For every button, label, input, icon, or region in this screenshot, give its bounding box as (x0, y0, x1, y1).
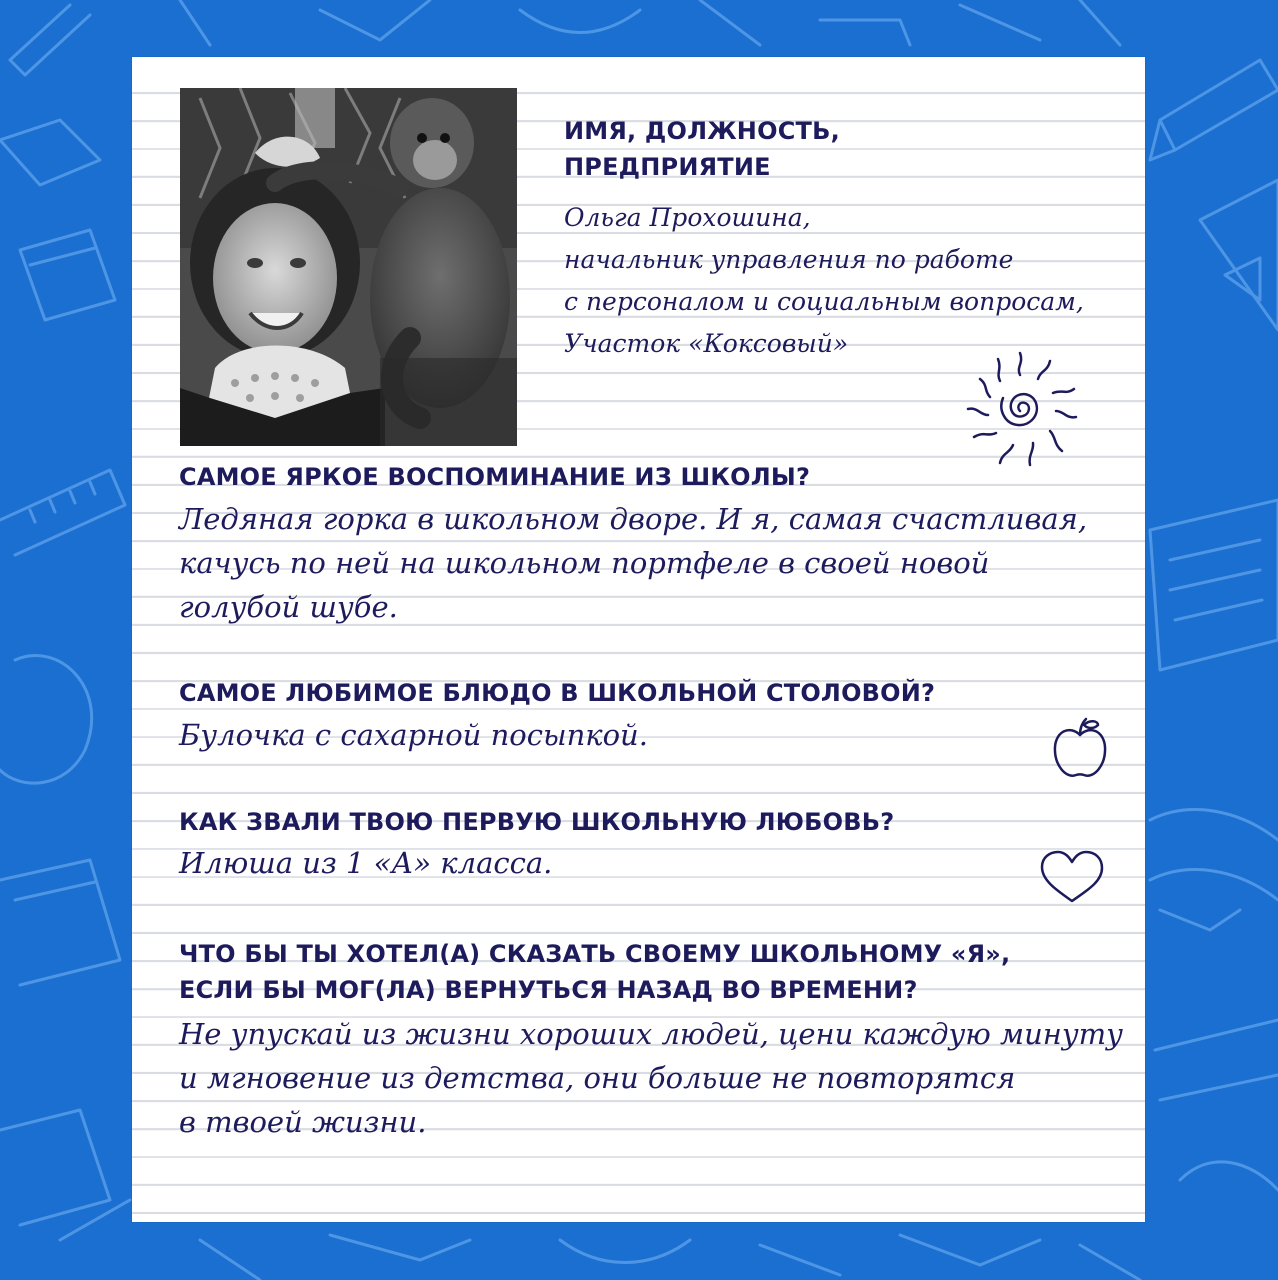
profile-details (564, 197, 1084, 365)
answer-line: и мгновение из детства, они больше не повторятся (179, 1061, 1016, 1095)
apple-doodle-icon (1050, 717, 1110, 783)
question-4-heading-line-2: ЕСЛИ БЫ МОГ(ЛА) ВЕРНУТЬСЯ НАЗАД ВО ВРЕМЕНИ? (179, 976, 918, 1004)
heart-doodle-icon (1038, 849, 1106, 905)
answer-line: Ледяная горка в школьном дворе. И я, самая счастливая, (179, 502, 1088, 536)
profile-heading (564, 113, 840, 185)
question-1-answer (179, 497, 1087, 629)
answer-line: в твоей жизни. (179, 1105, 427, 1139)
profile-heading-line-2: ПРЕДПРИЯТИЕ (564, 153, 771, 181)
profile-name: Ольга Прохошина, (564, 203, 811, 232)
sun-doodle-icon (958, 347, 1083, 472)
profile-photo (180, 88, 517, 446)
question-2-heading: САМОЕ ЛЮБИМОЕ БЛЮДО В ШКОЛЬНОЙ СТОЛОВОЙ? (179, 679, 936, 707)
answer-line: качусь по ней на школьном портфеле в своей новой (179, 546, 990, 580)
question-2-answer (179, 713, 648, 757)
profile-company: Участок «Коксовый» (564, 329, 849, 358)
question-4-heading (179, 936, 1010, 1008)
question-3-answer (179, 841, 552, 885)
answer-line: Не упускай из жизни хороших людей, цени каждую минуту (179, 1017, 1124, 1051)
notebook-card (132, 57, 1145, 1222)
profile-position-cont: с персоналом и социальным вопросам, (564, 287, 1084, 316)
profile-heading-line-1: ИМЯ, ДОЛЖНОСТЬ, (564, 117, 840, 145)
question-4-answer (179, 1012, 1123, 1144)
answer-line: Илюша из 1 «А» класса. (179, 846, 553, 880)
profile-position: начальник управления по работе (564, 245, 1014, 274)
answer-line: голубой шубе. (179, 590, 398, 624)
question-1-heading: САМОЕ ЯРКОЕ ВОСПОМИНАНИЕ ИЗ ШКОЛЫ? (179, 463, 811, 491)
answer-line: Булочка с сахарной посыпкой. (179, 718, 648, 752)
question-4-heading-line-1: ЧТО БЫ ТЫ ХОТЕЛ(А) СКАЗАТЬ СВОЕМУ ШКОЛЬНОМУ «Я», (179, 940, 1011, 968)
question-3-heading: КАК ЗВАЛИ ТВОЮ ПЕРВУЮ ШКОЛЬНУЮ ЛЮБОВЬ? (179, 808, 895, 836)
